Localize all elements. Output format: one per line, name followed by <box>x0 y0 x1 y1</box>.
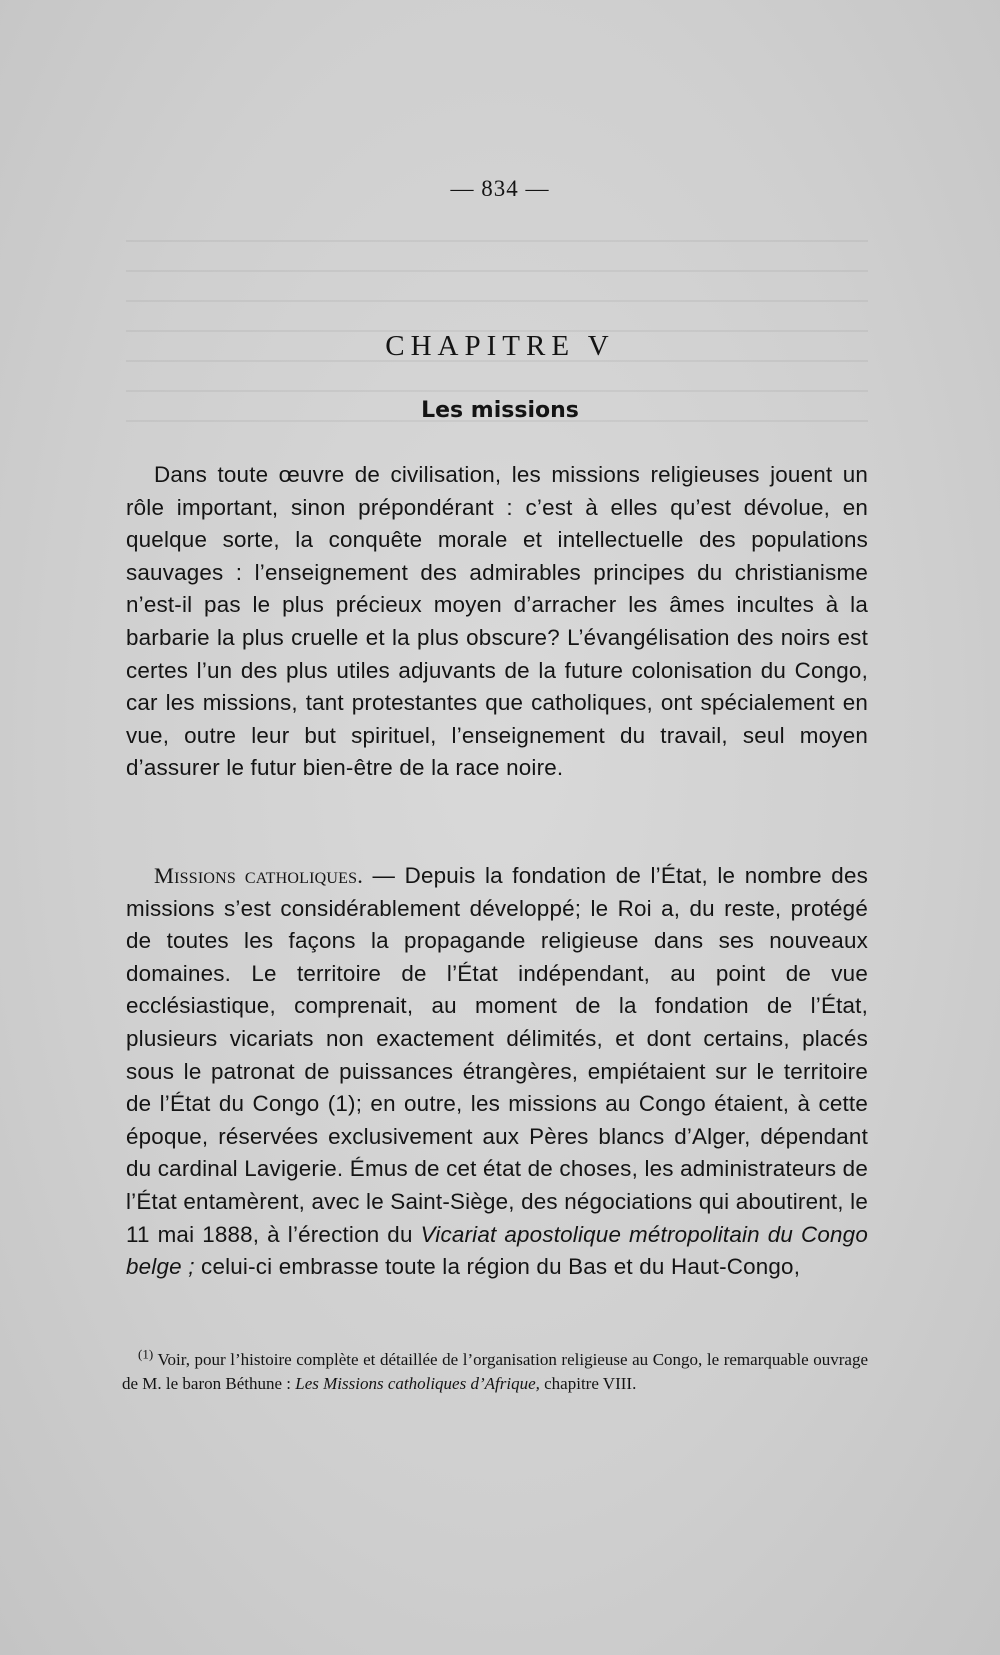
page-number: — 834 — <box>450 176 550 201</box>
footnote <box>122 1348 868 1396</box>
footnote-italic-title: Les Missions catholiques d’Afrique, <box>295 1374 540 1393</box>
paragraph-italic-title: Vicariat apostolique métropolitain du Congo belge ; <box>126 1221 868 1280</box>
paragraph-intro: Dans toute œuvre de civilisation, les missions religieuses jouent un rôle important, sinon prépondérant : c’est à elles qu’est dévolue, en quelque sorte, la conquête morale et intellectuelle des populations sauvages : l’enseignement des admirables principes du christianisme n’est-il pas le plus précieux moyen d’arracher les âmes incultes à la barbarie la plus cruelle et la plus obscure? L’évangélisation des noirs est certes l’un des plus utiles adjuvants de la future colonisation du Congo, car les missions, tant protestantes que catholiques, ont spécialement en vue, outre leur but spirituel, l’enseignement du travail, seul moyen d’assurer le futur bien-être de la race noire. <box>126 462 868 781</box>
section-title: Les missions <box>421 398 579 423</box>
chapter-heading: CHAPITRE V <box>385 330 615 362</box>
paragraph-lead: Missions catholiques. <box>154 863 364 888</box>
paragraph-catholic-missions <box>126 860 868 1284</box>
footnote-text-a: Voir, pour l’histoire complète et détaillée de l’organisation religieuse au Congo, le remarquable ouvrage de M. le baron Béthune : <box>122 1350 868 1393</box>
paragraph-text-a: — Depuis la fondation de l’État, le nombre des missions s’est considérablement développé; le Roi a, du reste, protégé de toutes les façons la propagande religieuse dans ses nouveaux domaines. Le territoire de l’État indépendant, au point de vue ecclésiastique, comprenait, au moment de la fondation de l’État, plusieurs vicariats non exactement délimités, et dont certains, placés sous le patronat de puissances étrangères, empiétaient sur le territoire de l’État du Congo (1); en outre, les missions au Congo étaient, à cette époque, réservées exclusivement aux Pères blancs d’Alger, dépendant du cardinal Lavigerie. Émus de cet état de choses, les administrateurs de l’État entamèrent, avec le Saint-Siège, des négociations qui aboutirent, le 11 mai 1888, à l’érection du <box>126 863 868 1247</box>
paragraph-text-b: celui-ci embrasse toute la région du Bas et du Haut-Congo, <box>194 1254 801 1280</box>
footnote-text-b: chapitre VIII. <box>539 1374 637 1393</box>
footnote-mark: (1) <box>138 1346 154 1362</box>
